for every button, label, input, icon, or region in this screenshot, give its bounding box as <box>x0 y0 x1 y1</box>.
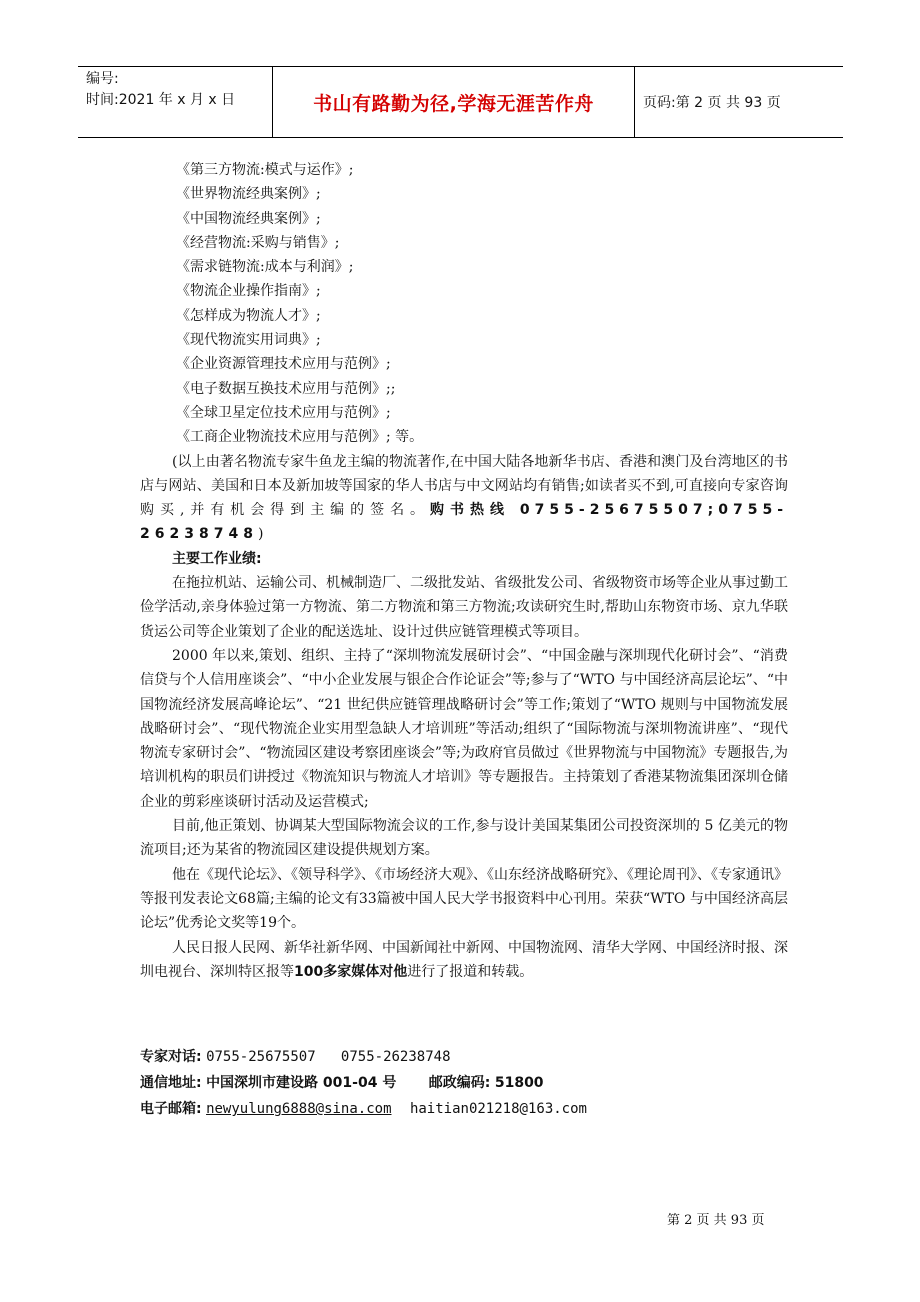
phone-value: 0755-25675507 0755-26238748 <box>206 1049 451 1065</box>
media-text-before: 人民日报人民网、新华社新华网、中国新闻社中新网、中国物流网、清华大学网、中国经济时报、深圳电视台、深圳特区报等 <box>140 939 788 980</box>
contact-email-row <box>140 1096 800 1122</box>
contact-address-row <box>140 1070 800 1096</box>
book-note-close: ) <box>257 526 264 543</box>
media-paragraph <box>140 936 788 985</box>
media-text-after: 进行了报道和转载。 <box>407 963 534 980</box>
achievement-paragraph: 他在《现代论坛》、《领导科学》、《市场经济大观》、《山东经济战略研究》、《理论周刊》、《专家通讯》等报刊发表论文68篇;主编的论文有33篇被中国人民大学书报资料中心刊用。荣获“WTO 与中国经济高层论坛”优秀论文奖等19个。 <box>140 866 788 932</box>
book-note <box>140 450 788 547</box>
address-value: 中国深圳市建设路 001-04 号 <box>206 1075 397 1091</box>
book-item: 《工商企业物流技术应用与范例》; 等。 <box>176 429 424 446</box>
book-item: 《第三方物流:模式与运作》; <box>176 162 354 178</box>
book-note-text: (以上由著名物流专家牛鱼龙主编的物流著作,在中国大陆各地新华书店、香港和澳门及台湾地区的书店与网站、美国和日本及新加坡等国家的华人书店与中文网站均有销售;如读者买不到,可直接向专家咨询购买,并有机会得到主编的签名。 <box>140 453 788 519</box>
header-page-info: 页码:第 2 页 共 93 页 <box>643 95 781 111</box>
code-label: 编号: <box>86 71 119 87</box>
media-text-bold: 100多家媒体对他 <box>294 963 408 980</box>
book-item: 《企业资源管理技术应用与范例》; <box>176 356 391 373</box>
header-motto: 书山有路勤为径,学海无涯苦作舟 <box>313 92 594 115</box>
achievement-paragraph: 目前,他正策划、协调某大型国际物流会议的工作,参与设计美国某集团公司投资深圳的 5 亿美元的物流项目;还为某省的物流园区建设提供规划方案。 <box>140 818 788 859</box>
document-body <box>140 158 788 984</box>
achievement-paragraph: 在拖拉机站、运输公司、机械制造厂、二级批发站、省级批发公司、省级物资市场等企业从事过勤工俭学活动,亲身体验过第一方物流、第二方物流和第三方物流;攻读研究生时,帮助山东物资市场、京九华联货运公司等企业策划了企业的配送选址、设计过供应链管理模式等项目。 <box>140 575 788 640</box>
book-item: 《怎样成为物流人才》; <box>176 307 321 324</box>
email-link[interactable]: newyulung6888@sina.com <box>206 1101 392 1117</box>
page-header <box>78 66 843 138</box>
book-item: 《中国物流经典案例》; <box>176 210 321 227</box>
section-title: 主要工作业绩: <box>172 550 262 567</box>
hotline-label: 购书热线 <box>430 502 510 519</box>
achievement-paragraph: 2000 年以来,策划、组织、主持了“深圳物流发展研讨会”、“中国金融与深圳现代化研讨会”、“消费信贷与个人信用座谈会”、“中小企业发展与银企合作论证会”等;参与了“WTO 与中国经济高层论坛”、“中国物流经济发展高峰论坛”、“21 世纪供应链管理战略研讨会”等工作;策划了“WTO 规则与中国物流发展战略研讨会”、“现代物流企业实用型急缺人才培训班”等活动;组织了“国际物流与深圳物流讲座”、“现代物流专家研讨会”、“物流园区建设考察团座谈会”等;为政府官员做过《世界物流与中国物流》专题报告,为培训机构的职员们讲授过《物流知识与物流人才培训》等专题报告。主持策划了香港某物流集团深圳仓储企业的剪彩座谈研讨活动及运营模式; <box>140 647 788 810</box>
book-item: 《物流企业操作指南》; <box>176 283 321 300</box>
book-item: 《需求链物流:成本与利润》; <box>176 259 354 276</box>
postcode-value: 51800 <box>494 1075 544 1091</box>
phone-label: 专家对话: <box>140 1049 202 1065</box>
date-label: 时间:2021 年 x 月 x 日 <box>86 92 236 108</box>
postcode-label: 邮政编码: <box>428 1075 491 1091</box>
email-label: 电子邮箱: <box>140 1101 202 1117</box>
header-meta <box>86 67 274 137</box>
contact-block <box>140 1044 800 1122</box>
book-item: 《世界物流经典案例》; <box>176 186 321 203</box>
page-footer: 第 2 页 共 93 页 <box>667 1213 765 1228</box>
email-secondary: haitian021218@163.com <box>409 1101 587 1117</box>
hotline-numbers: 0755-25675507;0755-26238748 <box>140 502 789 543</box>
contact-phone-row <box>140 1044 800 1070</box>
book-item: 《经营物流:采购与销售》; <box>176 234 340 251</box>
book-item: 《现代物流实用词典》; <box>176 332 321 349</box>
book-item: 《电子数据互换技术应用与范例》;; <box>176 380 396 397</box>
book-item: 《全球卫星定位技术应用与范例》; <box>176 404 391 421</box>
header-divider <box>634 67 635 137</box>
address-label: 通信地址: <box>140 1075 202 1091</box>
